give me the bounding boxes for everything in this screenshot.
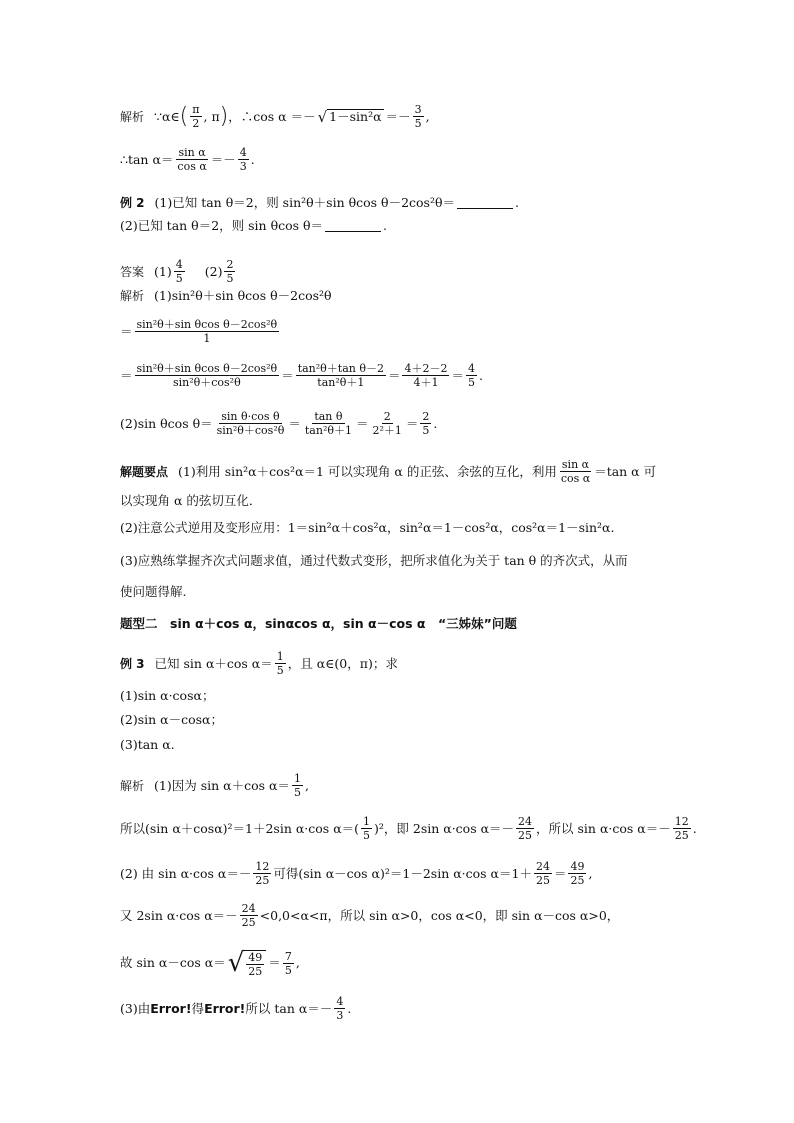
text: (1)sin²θ＋sin θcos θ－2cos²θ: [154, 288, 332, 303]
denominator: 25: [241, 916, 256, 929]
denominator: 25: [248, 965, 263, 978]
numerator: 24: [535, 860, 550, 873]
text: (1)sin α·cosα；: [120, 688, 215, 703]
fraction: [334, 995, 345, 1022]
text: 使问题得解.: [120, 584, 187, 599]
text: ＝: [120, 367, 133, 383]
denominator: 3: [239, 160, 247, 173]
example-3: [120, 650, 398, 677]
text: 故 sin α－cos α＝: [120, 955, 226, 970]
text: 又 2sin α·cos α＝－: [120, 907, 238, 923]
text: (2)sin α－cosα；: [120, 712, 223, 727]
denominator: cos α: [560, 472, 591, 485]
denominator: sin²θ＋cos²θ: [172, 376, 241, 389]
fraction: [275, 650, 286, 677]
label-analysis: 解析: [120, 109, 145, 124]
solution-line: [120, 410, 437, 437]
text: <0,0<α<π，所以 sin α>0，cos α<0，即 sin α－cos α>0，: [259, 907, 620, 923]
fraction: [135, 318, 280, 345]
numerator: 49: [570, 860, 585, 873]
fraction: [559, 458, 592, 485]
label-analysis: 解析: [120, 289, 145, 303]
numerator: 2: [383, 410, 391, 423]
section-title: 题型二 sin α＋cos α，sinαcos α，sin α－cos α “三姊妹”问题: [120, 616, 517, 631]
fraction: [673, 815, 691, 842]
left-paren: (: [179, 103, 189, 129]
solution-line: [120, 288, 332, 304]
denominator: 4＋1: [413, 376, 439, 389]
denominator: 5: [276, 664, 284, 677]
numerator: sin²θ＋sin θcos θ－2cos²θ: [136, 318, 278, 331]
example-3-part-2: [120, 712, 223, 728]
text: (2) 由 sin α·cos α＝－: [120, 865, 252, 881]
key-points-line-1: [120, 458, 656, 485]
numerator: 1: [276, 650, 284, 663]
numerator: 1: [363, 815, 371, 828]
numerator: 1: [293, 772, 301, 785]
label-answer: 答案: [120, 264, 145, 279]
fraction: [238, 146, 249, 173]
text: ＝－: [210, 151, 236, 167]
text: ,: [425, 108, 430, 124]
text: 得: [191, 1000, 205, 1016]
numerator: sin θ·cos θ: [221, 410, 280, 423]
fraction: [303, 410, 354, 437]
text: ,: [295, 955, 300, 970]
fraction: [224, 258, 235, 285]
solution-line: [120, 815, 697, 842]
square-root: [318, 109, 384, 124]
denominator: 5: [226, 272, 234, 285]
answer-blank: [325, 221, 381, 232]
solution-line: [120, 772, 309, 799]
numerator: tan θ: [314, 410, 343, 423]
denominator: 2: [192, 117, 200, 130]
text: (1)已知 tan θ＝2，则 sin²θ＋sin θcos θ－2cos²θ＝: [154, 195, 455, 210]
key-points-line-2: [120, 493, 261, 509]
solution-line-2: [120, 146, 255, 173]
solution-line: [120, 902, 619, 929]
text: 以实现角 α 的弦切互化．: [120, 493, 262, 508]
example-2-part-2: [120, 218, 387, 234]
fraction: [240, 902, 258, 929]
numerator: 49: [248, 951, 263, 964]
text: ＝: [553, 865, 567, 881]
solution-line: [120, 362, 483, 389]
solution-line: [120, 948, 300, 978]
denominator: 5: [175, 272, 183, 285]
answer-line: [120, 258, 237, 285]
radical-sign: √: [227, 948, 245, 978]
answer-blank: [457, 198, 513, 209]
text: ∵α∈: [154, 108, 180, 124]
denominator: 5: [468, 376, 475, 389]
text: ＝: [120, 323, 133, 339]
text: (2)注意公式逆用及变形应用：1＝sin²α＋cos²α，sin²α＝1－cos²α，cos²α＝1－sin²α.: [120, 520, 615, 535]
text: (3)由: [120, 1000, 151, 1016]
numerator: 12: [674, 815, 689, 828]
text: .: [479, 367, 483, 383]
numerator: 12: [255, 860, 270, 873]
numerator: tan²θ＋tan θ－2: [297, 362, 384, 375]
fraction: [253, 860, 271, 887]
denominator: tan²θ＋1: [304, 424, 352, 437]
numerator: 4: [175, 258, 183, 271]
fraction: [568, 860, 586, 887]
fraction: [175, 146, 208, 173]
numerator: sin α: [178, 146, 206, 159]
text: (1)因为 sin α＋cos α＝: [154, 777, 290, 793]
text: (2): [204, 263, 223, 279]
denominator: 5: [422, 424, 430, 437]
example-3-part-3: [120, 737, 175, 753]
fraction: [135, 362, 280, 389]
fraction: [420, 410, 431, 437]
text: .: [250, 151, 255, 167]
denominator: 25: [255, 874, 270, 887]
text: ,: [304, 777, 309, 793]
text: 已知 sin α＋cos α＝: [154, 655, 273, 671]
text: ，∴cos α ＝－: [228, 108, 316, 124]
text: (2)sin θcos θ＝: [120, 415, 213, 431]
solution-line: [120, 995, 351, 1022]
label-example-2: 例 2: [120, 196, 145, 210]
label-example-3: 例 3: [120, 656, 145, 671]
numerator: 24: [518, 815, 533, 828]
section-heading: [120, 616, 517, 632]
numerator: 2: [226, 258, 234, 271]
key-points-line-3: [120, 520, 614, 536]
square-root: [228, 948, 267, 978]
text: (2)已知 tan θ＝2，则 sin θcos θ＝: [120, 218, 324, 233]
solution-line: [120, 318, 281, 345]
text: ＝: [451, 367, 464, 383]
numerator: π: [192, 103, 200, 116]
denominator: sin²θ＋cos²θ: [216, 424, 285, 437]
denominator: 25: [674, 829, 689, 842]
denominator: 25: [535, 874, 550, 887]
fraction: [246, 951, 264, 978]
text: )²，即 2sin α·cos α＝－: [374, 820, 515, 836]
denominator: 25: [570, 874, 585, 887]
radicand: [244, 950, 266, 978]
text: 可得(sin α－cos α)²＝1－2sin α·cos α＝1＋: [273, 865, 532, 881]
text: ＝: [387, 367, 401, 383]
fraction: [296, 362, 386, 389]
numerator: sin α: [561, 458, 590, 471]
numerator: 3: [414, 103, 422, 116]
example-2-part-1: [120, 195, 519, 211]
fraction: [402, 362, 449, 389]
fraction: [190, 103, 201, 130]
radicand: 1－sin²α: [329, 109, 382, 124]
fraction: [215, 410, 287, 437]
text: .: [347, 1000, 352, 1016]
numerator: 7: [284, 949, 292, 963]
text: .: [515, 195, 519, 210]
denominator: 3: [336, 1009, 344, 1022]
text: (3)应熟练掌握齐次式问题求值，通过代数式变形，把所求值化为关于 tan θ 的齐次式，从而: [120, 553, 628, 568]
text: ，且 α∈(0，π)；求: [287, 655, 398, 671]
text: 所以 tan α＝－: [245, 1000, 333, 1016]
denominator: 5: [284, 963, 292, 977]
denominator: cos α: [177, 160, 207, 173]
numerator: 4: [239, 146, 247, 159]
numerator: 4: [468, 362, 475, 375]
fraction: [413, 103, 424, 130]
fraction: [370, 410, 403, 437]
denominator: 5: [293, 786, 301, 799]
denominator: 5: [414, 117, 422, 130]
numerator: 24: [241, 902, 256, 915]
label-analysis: 解析: [120, 778, 145, 793]
solution-line: [120, 860, 592, 887]
fraction: [516, 815, 534, 842]
text: , π: [203, 108, 220, 124]
fraction: [174, 258, 185, 285]
denominator: 5: [363, 829, 371, 842]
fraction: [466, 362, 477, 389]
denominator: tan²θ＋1: [317, 376, 365, 389]
text: .: [383, 218, 388, 233]
numerator: 2: [422, 410, 430, 423]
fraction: [534, 860, 552, 887]
denominator: 1: [203, 332, 211, 345]
numerator: 4: [336, 995, 344, 1008]
fraction: [361, 815, 372, 842]
text: ＝: [288, 415, 301, 431]
numerator: sin²θ＋sin θcos θ－2cos²θ: [136, 362, 278, 375]
text: ，所以 sin α·cos α＝－: [536, 820, 671, 836]
solution-line-1: [120, 103, 430, 130]
denominator: 2²＋1: [372, 424, 402, 437]
text: ＝: [268, 955, 281, 970]
text: ＝tan α 可: [594, 463, 657, 479]
denominator: 25: [518, 829, 533, 842]
text: (1)利用 sin²α＋cos²α＝1 可以实现角 α 的正弦、余弦的互化，利用: [178, 463, 557, 479]
text: .: [692, 820, 697, 836]
text: ＝: [405, 415, 419, 431]
text: ＝: [281, 367, 294, 383]
right-paren: ): [219, 103, 229, 129]
text: 所以(sin α＋cosα)²＝1＋2sin α·cos α＝(: [120, 820, 360, 836]
text: .: [433, 415, 438, 431]
key-points-line-4: [120, 553, 628, 569]
radical-sign: √: [317, 108, 328, 126]
text: (3)tan α.: [120, 737, 175, 752]
error-text: Error!: [150, 1000, 192, 1016]
text: ,: [588, 865, 593, 881]
label-key-points: 解题要点: [120, 464, 169, 479]
error-text: Error!: [204, 1000, 246, 1016]
example-3-part-1: [120, 688, 214, 704]
text: ＝－: [385, 108, 411, 124]
text: (1): [154, 263, 172, 279]
key-points-line-5: [120, 584, 186, 600]
text: ＝: [355, 415, 369, 431]
text: ∴tan α＝: [120, 151, 174, 167]
numerator: 4＋2－2: [404, 362, 448, 375]
fraction: [283, 950, 294, 977]
fraction: [292, 772, 303, 799]
